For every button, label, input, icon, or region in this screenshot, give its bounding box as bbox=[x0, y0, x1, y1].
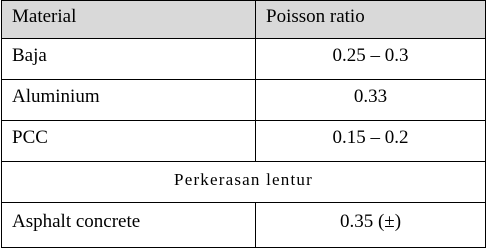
material-cell: PCC bbox=[2, 121, 256, 161]
table-row bbox=[2, 121, 485, 162]
poisson-ratio-cell: 0.15 – 0.2 bbox=[332, 127, 409, 148]
material-cell: Asphalt concrete bbox=[2, 203, 256, 247]
table-row bbox=[2, 39, 485, 80]
poisson-ratio-cell: 0.25 – 0.3 bbox=[332, 45, 409, 66]
section-row bbox=[2, 162, 485, 203]
table-row bbox=[2, 80, 485, 121]
material-cell: Baja bbox=[2, 39, 256, 79]
table-row bbox=[2, 203, 485, 247]
poisson-ratio-cell: 0.35 (±) bbox=[339, 211, 402, 232]
poisson-ratio-table bbox=[1, 0, 486, 248]
material-cell: Aluminium bbox=[2, 80, 256, 120]
header-material: Material bbox=[2, 1, 256, 38]
section-label: Perkerasan lentur bbox=[174, 170, 313, 189]
header-poisson-ratio: Poisson ratio bbox=[256, 1, 485, 38]
poisson-ratio-cell: 0.33 bbox=[353, 86, 388, 107]
table-header-row bbox=[2, 1, 485, 39]
